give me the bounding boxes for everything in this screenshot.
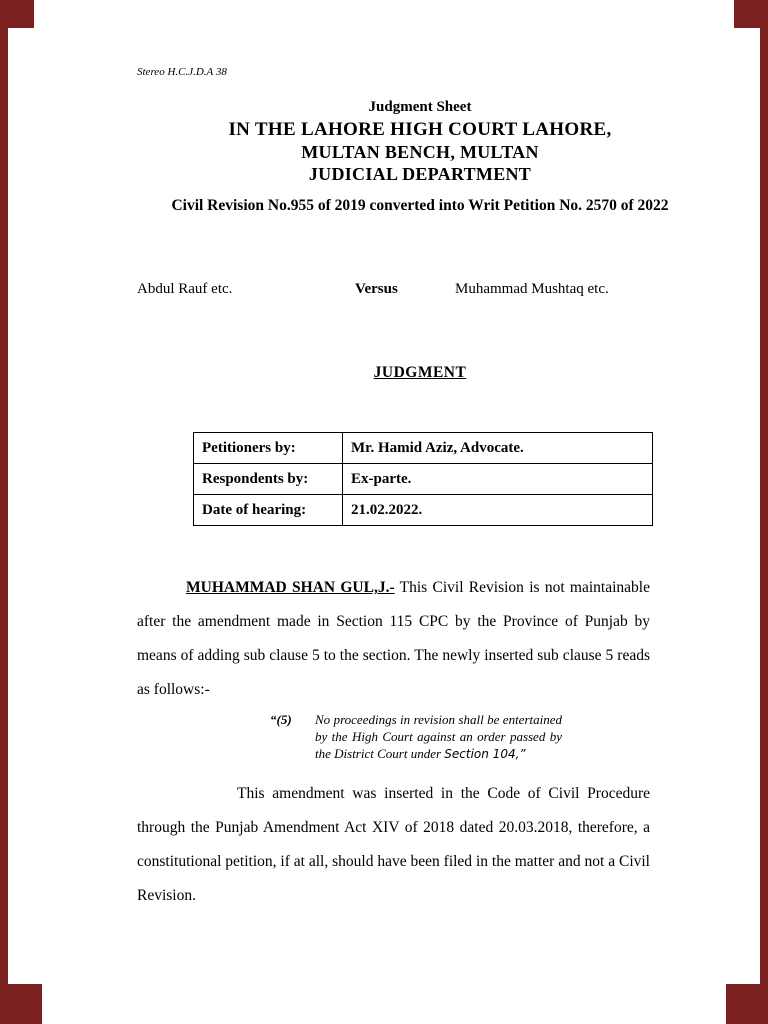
respondent-name: Muhammad Mushtaq etc. [455, 281, 609, 297]
judgment-heading [137, 363, 703, 382]
judgment-heading-text: JUDGMENT [373, 364, 467, 381]
stereo-label: Stereo H.C.J.D.A 38 [137, 66, 227, 78]
petitioners-by-value: Mr. Hamid Aziz, Advocate. [343, 433, 653, 464]
respondents-by-label: Respondents by: [194, 464, 343, 495]
table-row [194, 433, 653, 464]
viewer-background-left-strip [0, 0, 8, 1024]
quote-section-reference: Section 104,” [444, 747, 526, 761]
viewer-background-right-strip [760, 0, 768, 1024]
sheet-title: Judgment Sheet [368, 99, 472, 115]
court-name-line3: JUDICIAL DEPARTMENT [308, 164, 532, 184]
viewer-background-bottom-right-corner [726, 984, 768, 1024]
court-name-line1: IN THE LAHORE HIGH COURT LAHORE, [228, 119, 612, 140]
case-title: Civil Revision No.955 of 2019 converted into Writ Petition No. 2570 of 2022 [171, 197, 669, 214]
petitioners-by-label: Petitioners by: [194, 433, 343, 464]
paragraph-1-text: This Civil Revision is not maintainable after the amendment made in Section 115 CPC by the Province of Punjab by means of adding sub clause 5 to the section. The newly inserted sub clause 5 reads as follows:- [137, 579, 650, 698]
judgment-paragraph-2: This amendment was inserted in the Code of Civil Procedure through the Punjab Amendment Act XIV of 2018 dated 20.03.2018, therefore, a constitutional petition, if at all, should have been filed in the matter and not a Civil Revision. [137, 785, 650, 904]
viewer-background-bottom-left-corner [0, 984, 42, 1024]
judge-name-lead: MUHAMMAD SHAN GUL,J.- [186, 579, 395, 596]
quote-text-main: No proceedings in revision shall be entertained by the High Court against an order passed by the District Court under [315, 712, 562, 761]
court-name-line2: MULTAN BENCH, MULTAN [301, 142, 539, 162]
viewer-background-top-right-corner [734, 0, 768, 28]
date-of-hearing-value: 21.02.2022. [343, 495, 653, 526]
versus-label: Versus [355, 281, 398, 297]
statute-quote-block [270, 711, 562, 763]
respondents-by-value: Ex-parte. [343, 464, 653, 495]
counsel-table [193, 432, 653, 526]
petitioner-name: Abdul Rauf etc. [137, 281, 233, 297]
viewer-background-top-left-corner [0, 0, 34, 28]
quote-clause-marker: “(5) [270, 712, 292, 727]
parties-row [137, 281, 703, 301]
table-row [194, 495, 653, 526]
quote-text [315, 711, 562, 763]
table-row [194, 464, 653, 495]
date-of-hearing-label: Date of hearing: [194, 495, 343, 526]
judgment-paragraph-1 [137, 571, 650, 707]
page-content [137, 0, 703, 913]
